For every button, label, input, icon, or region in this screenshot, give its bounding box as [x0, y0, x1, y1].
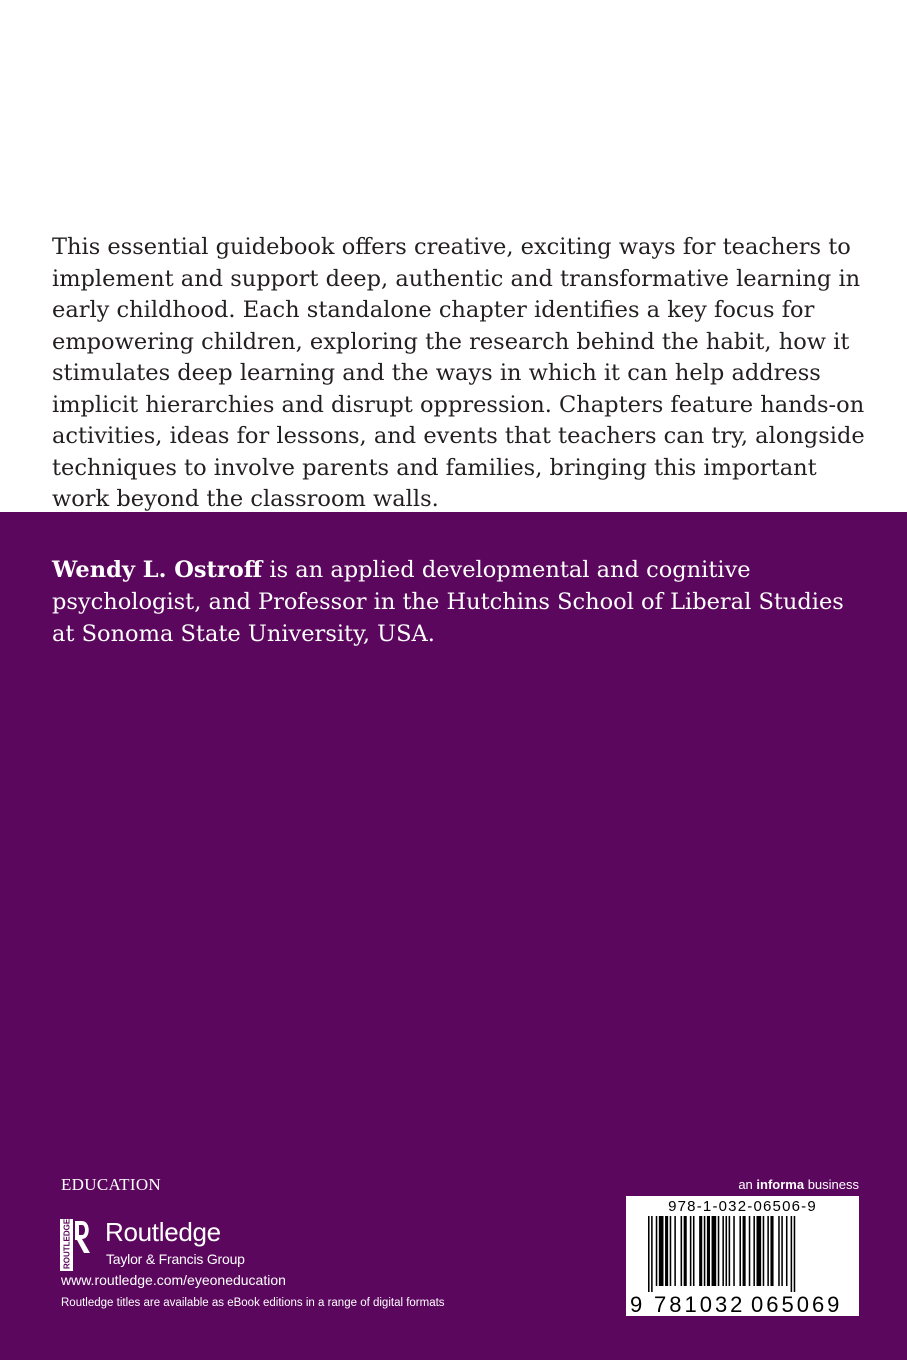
barcode-bar	[786, 1216, 788, 1286]
barcode-bar	[778, 1216, 780, 1286]
publisher-group: Taylor & Francis Group	[106, 1251, 245, 1267]
barcode-bar	[718, 1216, 720, 1286]
barcode-bar	[656, 1216, 658, 1286]
subject-category: EDUCATION	[61, 1175, 161, 1194]
isbn-number: 978-1-032-06506-9	[668, 1198, 817, 1215]
barcode-bar	[690, 1216, 692, 1286]
barcode-bar	[674, 1216, 676, 1286]
barcode-bar	[749, 1216, 751, 1286]
barcode-bar	[770, 1216, 773, 1286]
barcode-bar	[681, 1216, 683, 1286]
ebook-note: Routledge titles are available as eBook editions in a range of digital formats	[61, 1297, 445, 1309]
barcode-bar	[659, 1216, 664, 1286]
barcode-bar	[781, 1216, 783, 1286]
barcode-bar	[753, 1216, 755, 1286]
publisher-url[interactable]: www.routledge.com/eyeoneducation	[61, 1272, 286, 1288]
informa-brand: informa	[756, 1177, 805, 1192]
barcode-bar	[757, 1216, 762, 1286]
routledge-logo-vertical-text: ROUTLEDGE	[62, 1219, 72, 1269]
barcode-bars	[626, 1216, 859, 1316]
barcode-bar	[722, 1216, 724, 1286]
barcode-bar	[704, 1216, 706, 1286]
description-panel	[0, 0, 907, 512]
barcode-bar	[684, 1216, 687, 1286]
barcode-digits-right: 065069	[751, 1292, 843, 1316]
barcode-bar	[665, 1216, 668, 1286]
barcode-bar	[707, 1216, 710, 1286]
barcode-bar	[767, 1216, 769, 1286]
barcode-bar	[693, 1216, 695, 1286]
barcode-bar	[729, 1216, 731, 1286]
isbn-barcode	[626, 1196, 859, 1316]
author-bio-text: is an applied developmental and cognitive psychologist, and Professor in the Hutchins School of Liberal Studies at Sonoma State University, USA.	[52, 557, 844, 647]
barcode-bar	[743, 1216, 746, 1286]
barcode-bar	[651, 1216, 653, 1292]
barcode-bar	[699, 1216, 702, 1286]
barcode-bar	[670, 1216, 672, 1286]
barcode-digits-left: 781032	[654, 1292, 746, 1316]
barcode-first-digit: 9	[630, 1292, 643, 1316]
publisher-name: Routledge	[105, 1217, 221, 1247]
informa-tagline: an informa business	[738, 1177, 859, 1192]
barcode-bar	[794, 1216, 796, 1292]
author-name: Wendy L. Ostroff	[52, 557, 263, 583]
barcode-bar	[726, 1216, 728, 1286]
author-bio	[52, 554, 872, 650]
barcode-bar	[739, 1216, 741, 1286]
barcode-bar	[712, 1216, 717, 1286]
routledge-logo-icon	[60, 1219, 94, 1271]
book-description: This essential guidebook offers creative, exciting ways for teachers to implement and support deep, authentic and transformative learning in early childhood. Each standalone chapter identifies a key focus for empowering children, exploring the research behind the habit, how it stimulates deep learning and the ways in which it can help address implicit hierarchies and disrupt oppression. Chapters feature hands-on activities, ideas for lessons, and events that teachers can try, alongside techniques to involve parents and families, bringing this important work beyond the classroom walls.	[52, 234, 865, 512]
barcode-bar	[791, 1216, 793, 1292]
barcode-bar	[763, 1216, 765, 1286]
barcode-bar	[648, 1216, 650, 1292]
barcode-bar	[733, 1216, 735, 1286]
